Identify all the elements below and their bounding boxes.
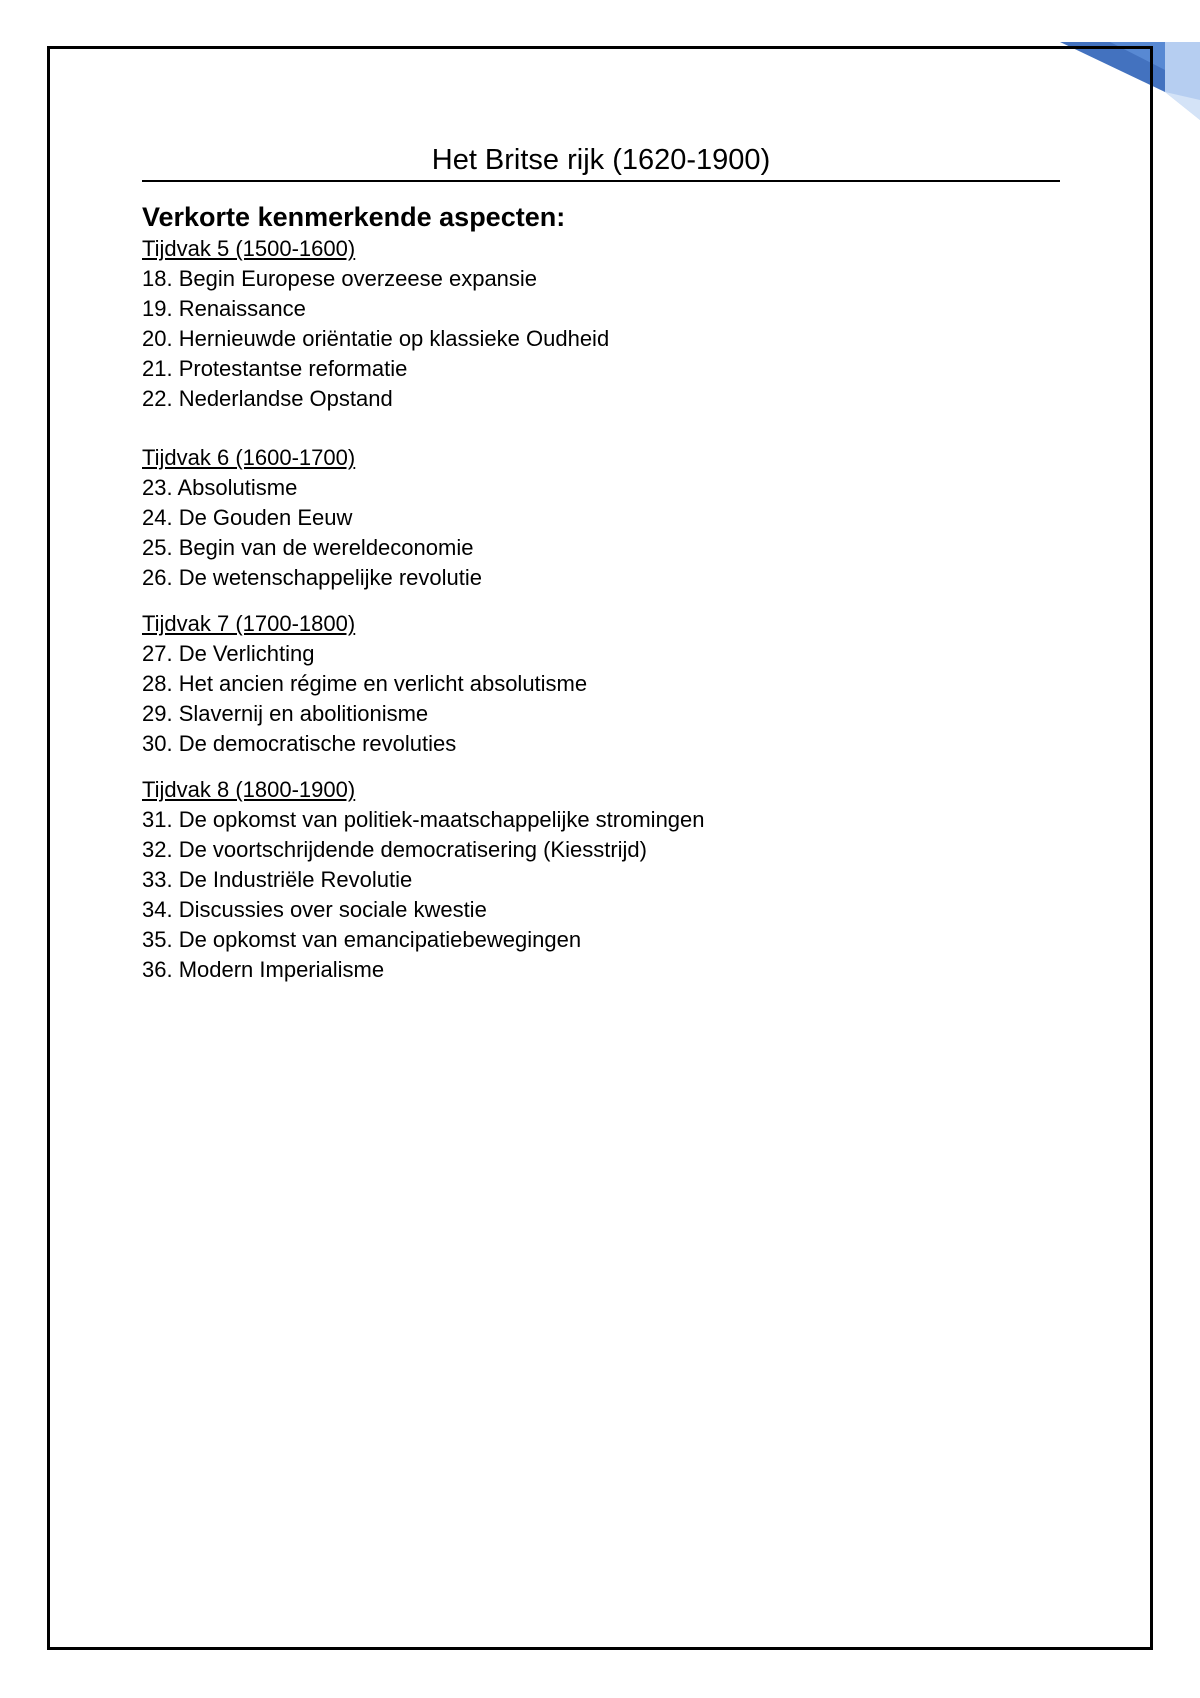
document-body	[142, 200, 1060, 985]
list-item: 30. De democratische revoluties	[142, 731, 457, 756]
list-item: 28. Het ancien régime en verlicht absolutisme	[142, 671, 588, 696]
list-item: 35. De opkomst van emancipatiebewegingen	[142, 927, 582, 952]
list-item: 36. Modern Imperialisme	[142, 957, 385, 982]
subtitle: Verkorte kenmerkende aspecten:	[142, 202, 566, 232]
section-tijdvak-7	[142, 609, 1060, 759]
list-item: 20. Hernieuwde oriëntatie op klassieke Oudheid	[142, 326, 610, 351]
list-item: 19. Renaissance	[142, 296, 306, 321]
list-item: 22. Nederlandse Opstand	[142, 386, 393, 411]
document-title: Het Britse rijk (1620-1900)	[431, 144, 771, 176]
list-item: 31. De opkomst van politiek-maatschappelijke stromingen	[142, 807, 705, 832]
list-item: 18. Begin Europese overzeese expansie	[142, 266, 538, 291]
list-item: 23. Absolutisme	[142, 475, 298, 500]
section-tijdvak-6	[142, 443, 1060, 593]
list-item: 29. Slavernij en abolitionisme	[142, 701, 429, 726]
period-heading: Tijdvak 7 (1700-1800)	[142, 611, 356, 636]
aspect-list	[142, 473, 1060, 593]
list-item: 33. De Industriële Revolutie	[142, 867, 413, 892]
list-item: 25. Begin van de wereldeconomie	[142, 535, 474, 560]
title-divider	[142, 180, 1060, 182]
period-heading: Tijdvak 8 (1800-1900)	[142, 777, 356, 802]
list-item: 27. De Verlichting	[142, 641, 315, 666]
aspect-list	[142, 639, 1060, 759]
aspect-list	[142, 805, 1060, 985]
list-item: 21. Protestantse reformatie	[142, 356, 408, 381]
list-item: 24. De Gouden Eeuw	[142, 505, 353, 530]
list-item: 34. Discussies over sociale kwestie	[142, 897, 487, 922]
period-heading: Tijdvak 6 (1600-1700)	[142, 445, 356, 470]
list-item: 26. De wetenschappelijke revolutie	[142, 565, 482, 590]
section-tijdvak-8	[142, 775, 1060, 985]
period-heading: Tijdvak 5 (1500-1600)	[142, 236, 356, 261]
list-item: 32. De voortschrijdende democratisering (Kiesstrijd)	[142, 837, 647, 862]
section-tijdvak-5	[142, 234, 1060, 414]
aspect-list	[142, 264, 1060, 414]
